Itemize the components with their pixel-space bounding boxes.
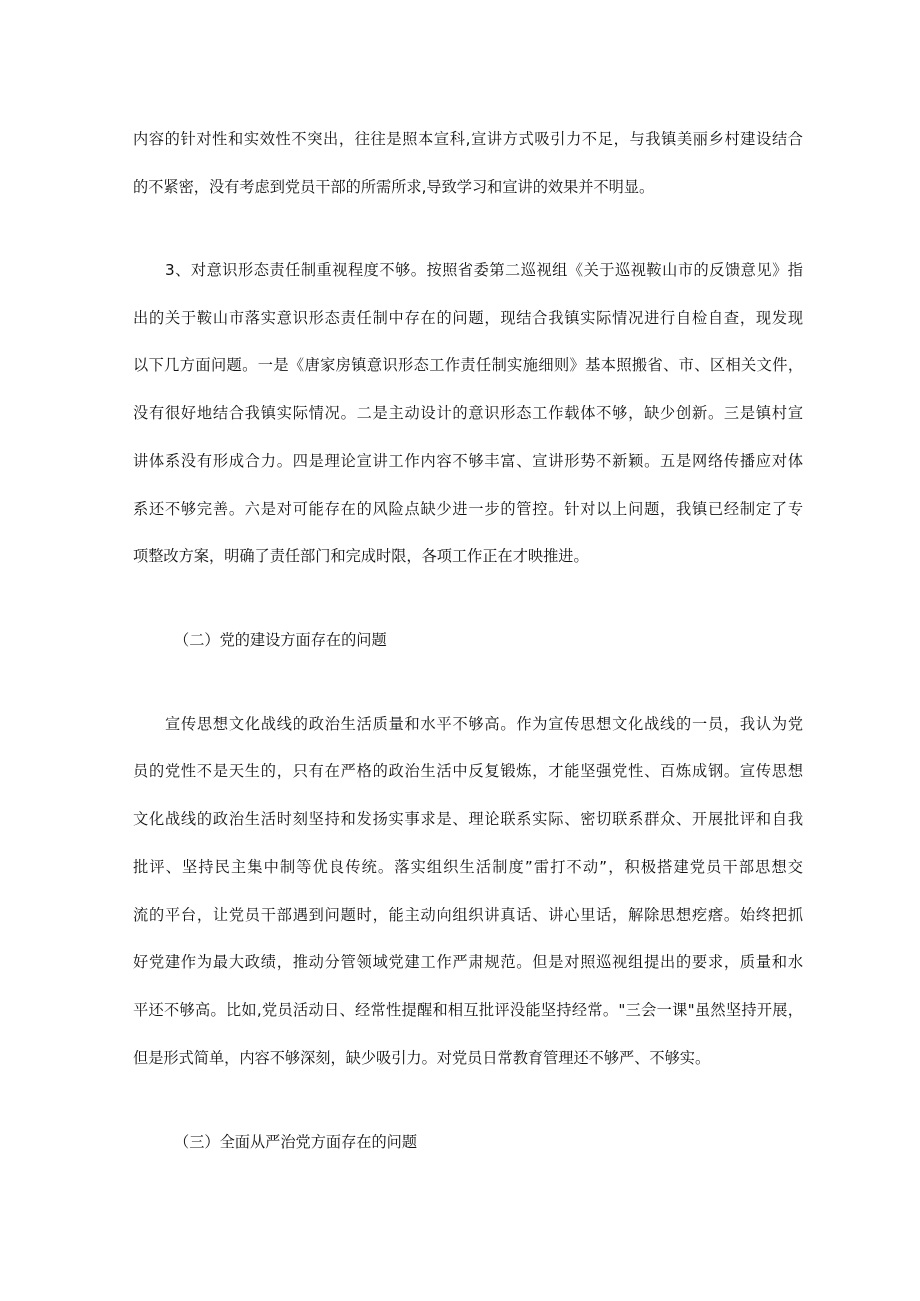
text-line: 没有很好地结合我镇实际情况。二是主动设计的意识形态工作载体不够，缺少创新。三是镇村宣	[133, 404, 803, 422]
text-line: 的不紧密，没有考虑到党员干部的所需所求,导致学习和宣讲的效果并不明显。	[133, 178, 655, 196]
text-line: 文化战线的政治生活时刻坚持和发扬实事求是、理论联系实际、密切联系群众、开展批评和自我	[133, 810, 803, 828]
text-line: 以下几方面问题。一是《唐家房镇意识形态工作责任制实施细则》基本照搬省、市、区相关文件，	[133, 356, 803, 374]
section-heading: （二）党的建设方面存在的问题	[174, 631, 387, 649]
text-line: 项整改方案，明确了责任部门和完成时限，各项工作正在才映推进。	[133, 547, 589, 565]
section-heading: （三）全面从严治党方面存在的问题	[174, 1133, 417, 1151]
text-line: 讲体系没有形成合力。四是理论宣讲工作内容不够丰富、宣讲形势不新颖。五是网络传播应对体	[133, 452, 803, 470]
text-line: 批评、坚持民主集中制等优良传统。落实组织生活制度”雷打不动”，积极搭建党员干部思想交	[133, 858, 803, 876]
text-line: 系还不够完善。六是对可能存在的风险点缺少进一步的管控。针对以上问题，我镇已经制定了专	[133, 500, 803, 518]
text-line: 但是形式简单，内容不够深刻，缺少吸引力。对党员日常教育管理还不够严、不够实。	[133, 1049, 711, 1067]
text-line: 出的关于鞍山市落实意识形态责任制中存在的问题，现结合我镇实际情况进行自检自查，现发现	[133, 309, 803, 327]
text-line: 内容的针对性和实效性不突出，往往是照本宣科,宣讲方式吸引力不足，与我镇美丽乡村建设结合	[133, 130, 803, 148]
text-line: 好党建作为最大政绩，推动分管领域党建工作严肃规范。但是对照巡视组提出的要求，质量和水	[133, 953, 803, 971]
text-line: 3、对意识形态责任制重视程度不够。按照省委第二巡视组《关于巡视鞍山市的反馈意见》指	[165, 261, 803, 279]
text-line: 流的平台，让党员干部遇到问题时，能主动向组织讲真话、讲心里话，解除思想疙瘩。始终把抓	[133, 906, 803, 924]
text-line: 宣传思想文化战线的政治生活质量和水平不够高。作为宣传思想文化战线的一员，我认为党	[165, 715, 803, 733]
text-line: 平还不够高。比如,党员活动日、经常性提醒和相互批评没能坚持经常。"三会一课"虽然坚持开展，	[133, 1001, 803, 1019]
text-line: 员的党性不是天生的，只有在严格的政治生活中反复锻炼，才能坚强党性、百炼成钢。宣传思想	[133, 762, 803, 780]
